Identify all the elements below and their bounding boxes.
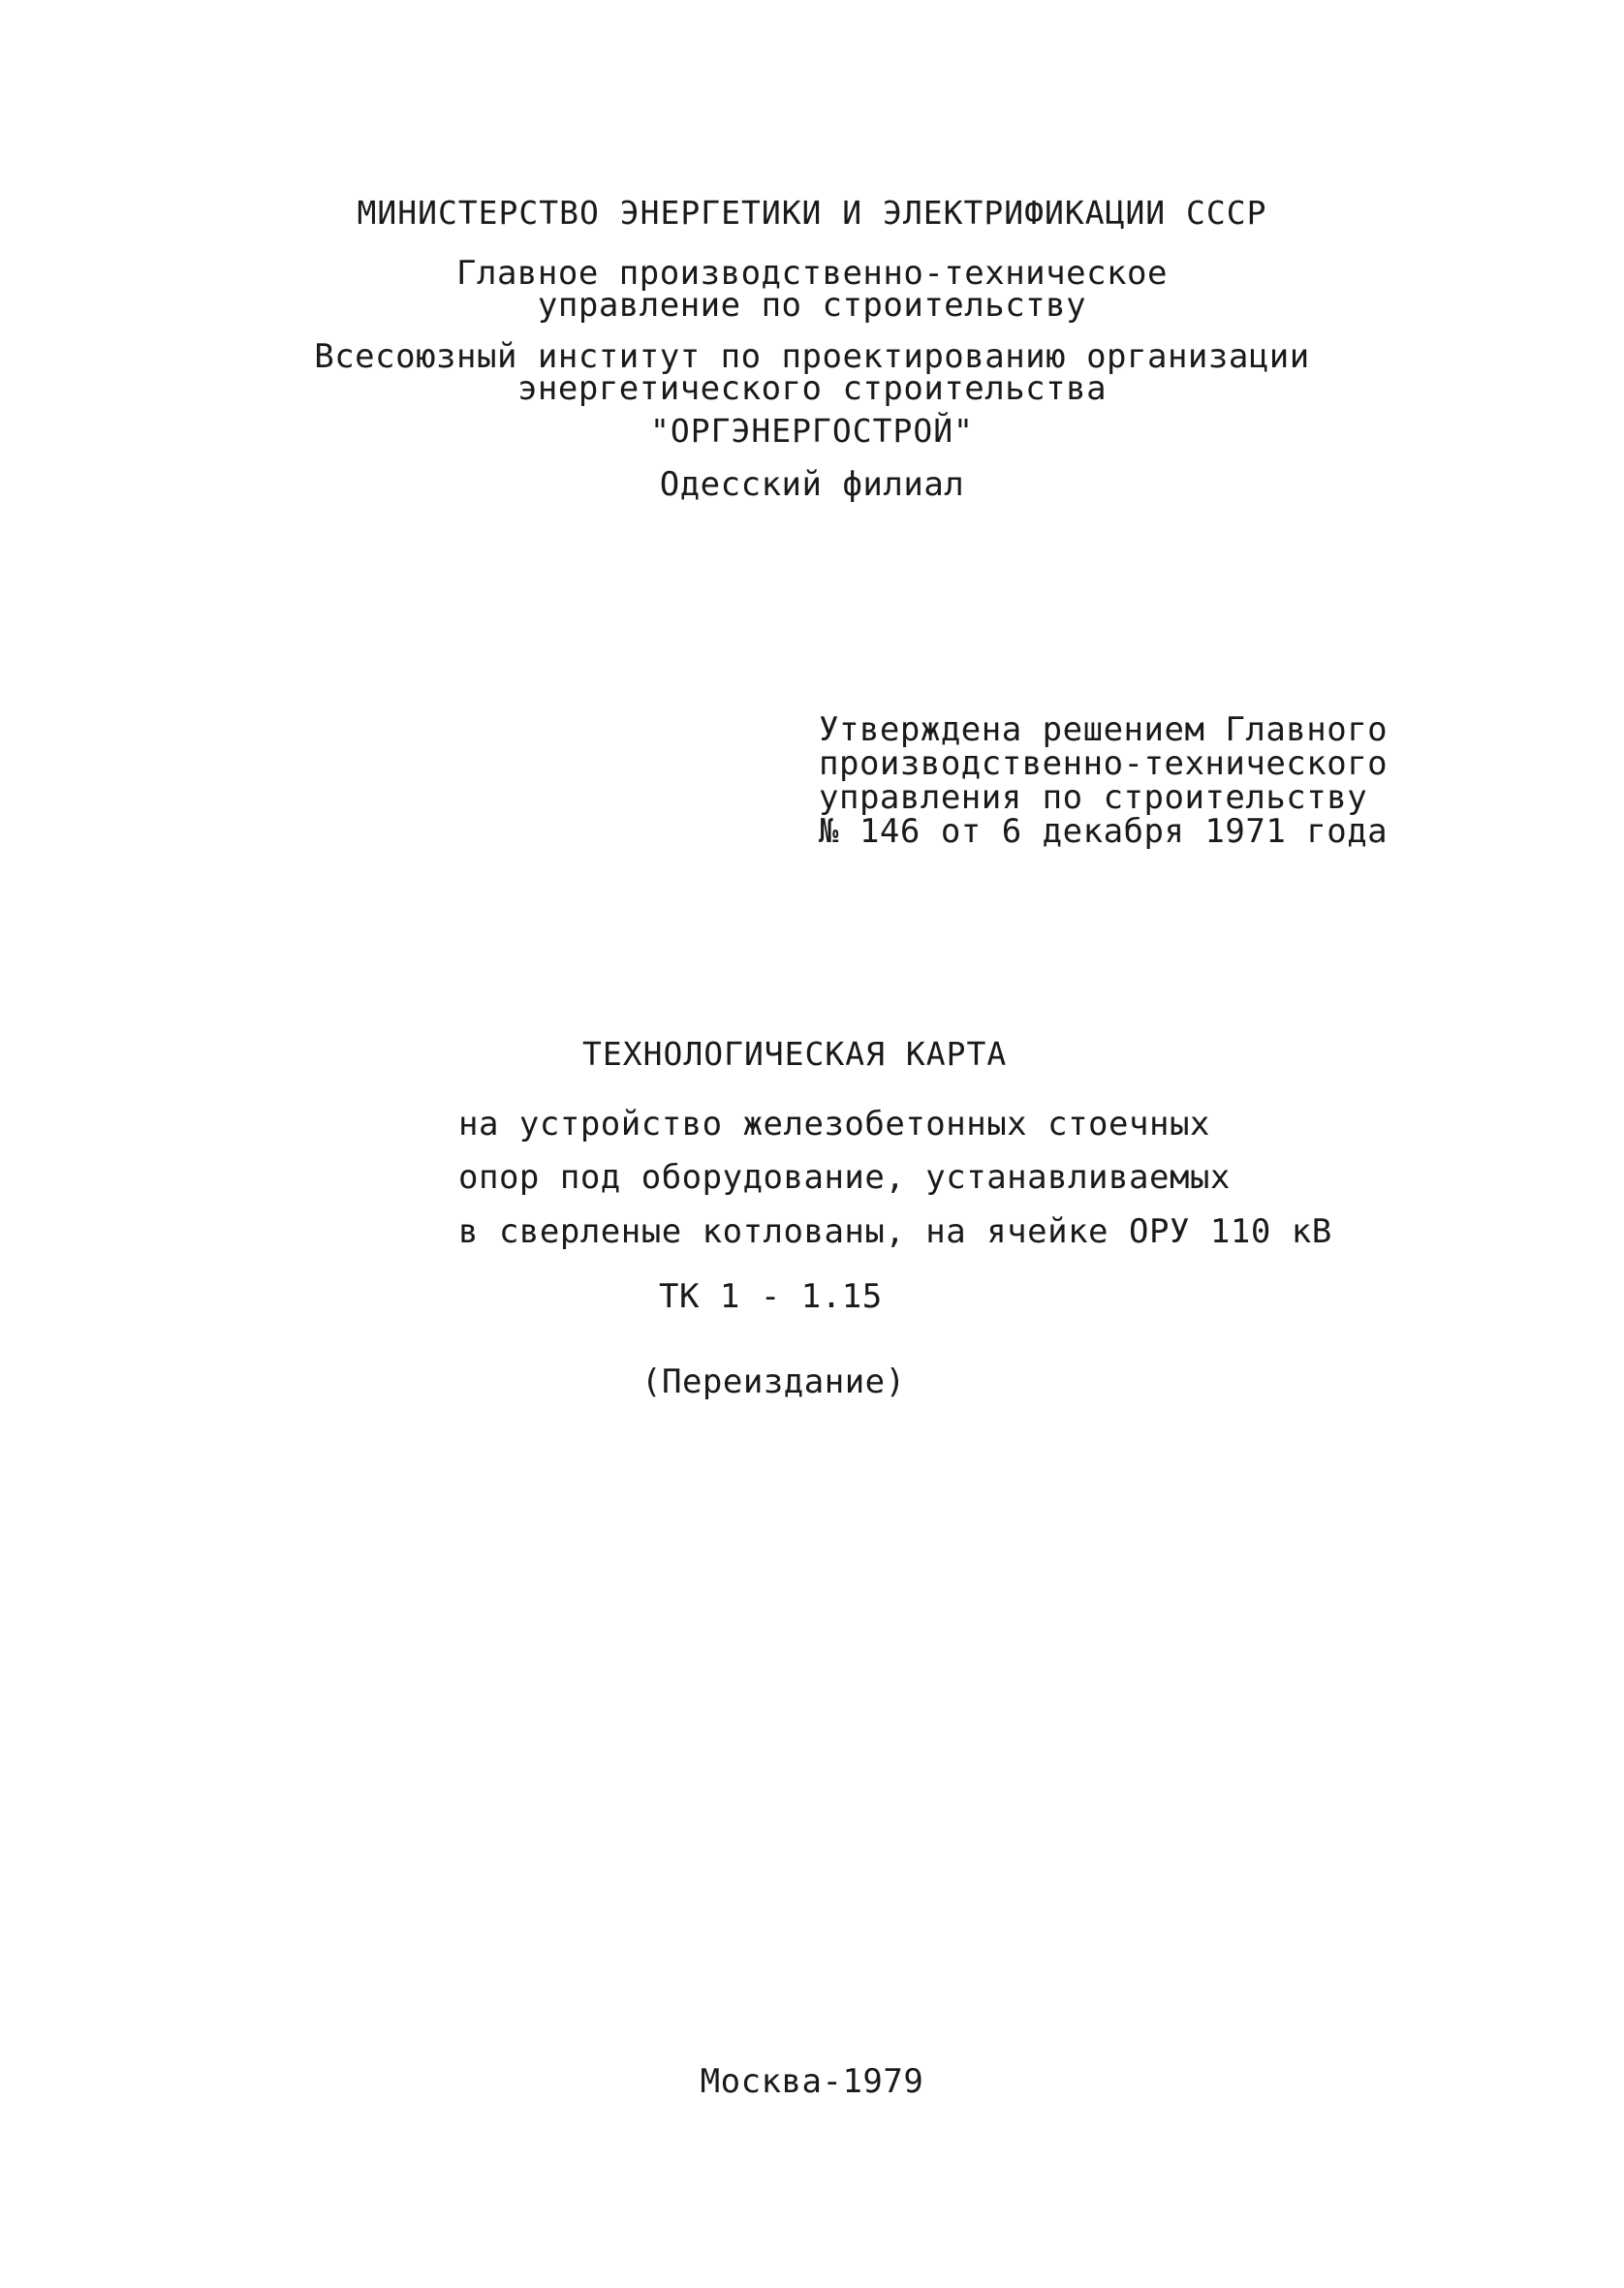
branch-name: Одесский филиал — [659, 465, 965, 504]
document-subject-line-3: в сверленые котлованы, на ячейке ОРУ 110 кВ — [458, 1212, 1332, 1251]
approval-line-4: № 146 от 6 декабря 1971 года — [819, 812, 1389, 851]
ministry-name: МИНИСТЕРСТВО ЭНЕРГЕТИКИ И ЭЛЕКТРИФИКАЦИИ СССР — [357, 194, 1267, 232]
department-line-2: управление по строительству — [537, 286, 1087, 325]
document-subject-line-2: опор под оборудование, устанавливаемых — [458, 1158, 1231, 1197]
document-subject-line-1: на устройство железобетонных стоечных — [458, 1105, 1210, 1144]
approval-line-2: производственно-технического — [819, 744, 1389, 783]
approval-line-1: Утверждена решением Главного — [819, 710, 1389, 749]
institute-line-2: энергетического строительства — [516, 369, 1108, 408]
place-year: Москва-1979 — [700, 2062, 924, 2101]
document-type: ТЕХНОЛОГИЧЕСКАЯ КАРТА — [582, 1035, 1008, 1073]
document-code: ТК 1 - 1.15 — [659, 1277, 883, 1316]
approval-line-3: управления по строительству — [819, 778, 1368, 817]
edition-note: (Переиздание) — [641, 1363, 906, 1401]
organization-name: "ОРГЭНЕРГОСТРОЙ" — [650, 412, 974, 450]
department-line-1: Главное производственно-техническое — [456, 254, 1168, 293]
institute-line-1: Всесоюзный институт по проектированию организации — [314, 337, 1310, 376]
